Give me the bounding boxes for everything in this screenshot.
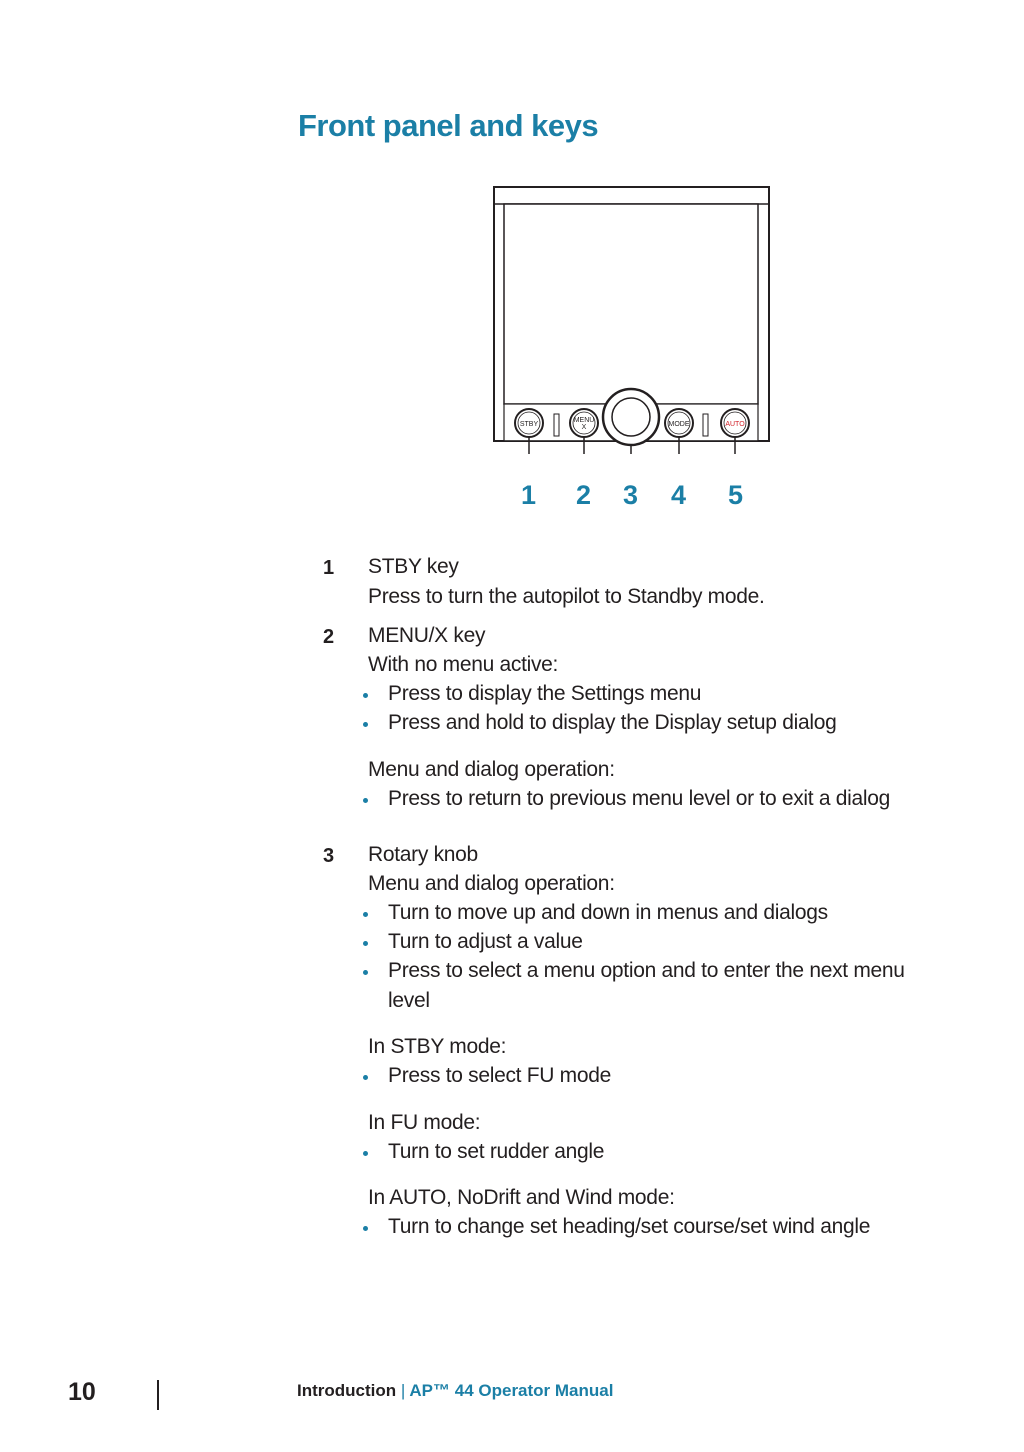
bullet-icon <box>363 1075 368 1080</box>
item-title: MENU/X key <box>368 624 486 647</box>
bullet-icon <box>363 912 368 917</box>
svg-text:MENU: MENU <box>573 417 595 424</box>
bullet-text: Press and hold to display the Display setup dialog <box>388 711 837 734</box>
footer-manual-title: AP™ 44 Operator Manual <box>409 1381 614 1400</box>
page-number: 10 <box>68 1378 96 1406</box>
item-text: Press to turn the autopilot to Standby mode. <box>368 585 765 608</box>
bullet-text: Turn to adjust a value <box>388 930 583 953</box>
callout-1: 1 <box>521 480 537 510</box>
bullet-text: Turn to change set heading/set course/set wind angle <box>388 1215 871 1238</box>
page-title: Front panel and keys <box>298 108 599 143</box>
callout-3: 3 <box>623 480 639 510</box>
bullet-icon <box>363 693 368 698</box>
bullet-text: Turn to set rudder angle <box>388 1140 605 1163</box>
bullet-icon <box>363 1151 368 1156</box>
item-number: 2 <box>323 626 335 648</box>
group-heading: Menu and dialog operation: <box>368 872 615 895</box>
group-heading: With no menu active: <box>368 653 559 676</box>
bullet-text: Press to return to previous menu level or to exit a dialog <box>388 787 891 810</box>
bullet-text: Press to select FU mode <box>388 1064 612 1087</box>
callout-5: 5 <box>728 480 744 510</box>
svg-text:STBY: STBY <box>519 421 539 428</box>
group-heading: In FU mode: <box>368 1111 481 1134</box>
callout-2: 2 <box>576 480 592 510</box>
front-panel-diagram <box>493 186 770 454</box>
bullet-icon <box>363 798 368 803</box>
footer-separator: | <box>400 1381 406 1400</box>
running-footer <box>297 1381 613 1401</box>
bullet-icon <box>363 941 368 946</box>
item-title: STBY key <box>368 555 459 578</box>
bullet-icon <box>363 970 368 975</box>
item-number: 3 <box>323 845 335 867</box>
group-heading: In AUTO, NoDrift and Wind mode: <box>368 1186 675 1209</box>
bullet-text-continued: level <box>388 989 430 1012</box>
item-number: 1 <box>323 557 335 579</box>
bullet-icon <box>363 722 368 727</box>
footer-section: Introduction <box>297 1381 397 1400</box>
group-heading: In STBY mode: <box>368 1035 507 1058</box>
bullet-icon <box>363 1226 368 1231</box>
callout-4: 4 <box>671 480 687 510</box>
svg-text:AUTO: AUTO <box>725 421 745 428</box>
group-heading: Menu and dialog operation: <box>368 758 615 781</box>
bullet-text: Press to select a menu option and to enter the next menu <box>388 959 905 982</box>
bullet-text: Press to display the Settings menu <box>388 682 702 705</box>
svg-text:MODE: MODE <box>668 421 690 428</box>
svg-text:X: X <box>581 424 587 431</box>
item-title: Rotary knob <box>368 843 478 866</box>
bullet-text: Turn to move up and down in menus and dialogs <box>388 901 828 924</box>
footer-divider <box>157 1380 159 1410</box>
